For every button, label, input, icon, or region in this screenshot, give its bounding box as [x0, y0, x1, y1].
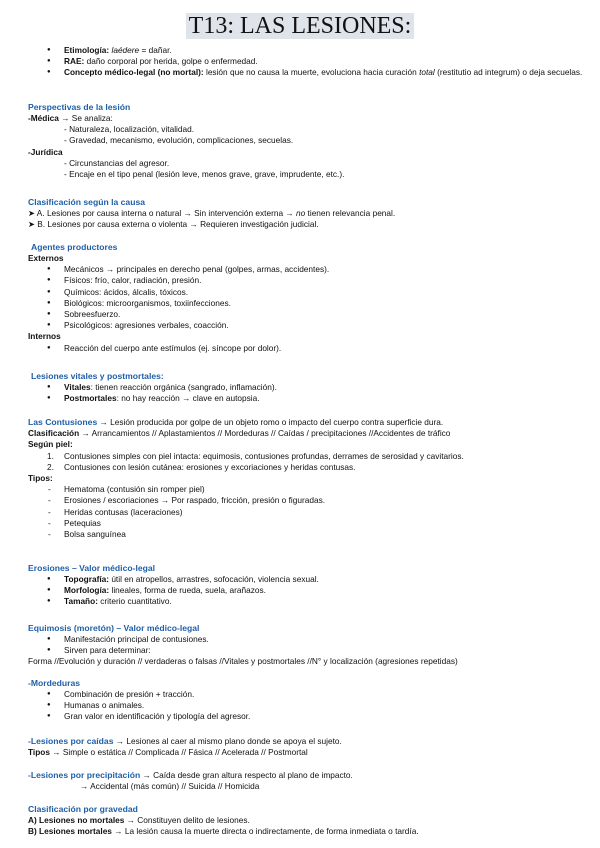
precipitacion-section — [28, 769, 588, 792]
intro-list — [28, 45, 588, 79]
caidas-heading-line: -Lesiones por caídas → Lesiones al caer al mismo plano donde se apoya el sujeto. — [28, 736, 342, 746]
numbered-item: 2. Contusiones con lesión cutánea: erosiones y excoriaciones y heridas contusas. — [47, 461, 356, 472]
precipitacion-heading-line: -Lesiones por precipitación → Caída desde gran altura respecto al plano de impacto. — [28, 770, 353, 780]
equimosis-criteria: Forma //Evolución y duración // verdaderas o falsas //Vitales y postmortales //N° y localización (agresiones repetidas) — [28, 656, 458, 667]
gravedad-a: A) Lesiones no mortales → Constituyen delito de lesiones. — [28, 815, 250, 825]
list-item: ● Combinación de presión + tracción. — [28, 689, 588, 700]
contusiones-section — [28, 416, 588, 540]
internos-label: Internos — [28, 331, 61, 342]
clasificacion-causa-section — [28, 196, 588, 230]
vitales-section — [28, 370, 588, 404]
list-item: ● Postmortales: no hay reacción → clave en autopsia. — [28, 393, 588, 404]
section-heading: Erosiones – Valor médico-legal — [28, 563, 156, 573]
list-item: ● Reacción del cuerpo ante estímulos (ej. síncope por dolor). — [28, 343, 588, 354]
agentes-section — [28, 241, 588, 354]
list-item: - Circunstancias del agresor. — [64, 157, 170, 168]
list-item: ● Topografía: útil en atropellos, arrastres, sofocación, violencia sexual. — [28, 574, 588, 585]
list-item: - Petequias — [28, 518, 588, 529]
equimosis-section — [28, 622, 588, 668]
list-item: - Encaje en el tipo penal (lesión leve, menos grave, grave, imprudente, etc.). — [64, 169, 345, 180]
gravedad-b: B) Lesiones mortales → La lesión causa la muerte directa o indirectamente, de forma inmediata o tardía. — [28, 826, 419, 837]
clasificacion-line: Clasificación → Arrancamientos // Aplastamientos // Mordeduras // Caídas / precipitaciones //Accidentes de tráfico — [28, 428, 451, 439]
section-heading: Lesiones vitales y postmortales: — [31, 371, 164, 381]
section-heading: Equimosis (moretón) – Valor médico-legal — [28, 623, 200, 633]
medica-line: -Médica → Se analiza: — [28, 113, 113, 123]
section-heading: Agentes productores — [31, 242, 118, 252]
section-heading: -Mordeduras — [28, 678, 81, 688]
numbered-item: 1. Contusiones simples con piel intacta: equimosis, contusiones profundas, derrames de serosidad y cavitarios. — [47, 450, 464, 461]
list-item: - Hematoma (contusión sin romper piel) — [28, 484, 588, 495]
intro-item: ● RAE: daño corporal por herida, golpe o enfermedad. — [28, 56, 588, 67]
list-item: ● Físicos: frío, calor, radiación, presión. — [28, 275, 588, 286]
list-item: - Naturaleza, localización, vitalidad. — [64, 124, 195, 135]
caidas-section — [28, 735, 588, 758]
list-item: - Heridas contusas (laceraciones) — [28, 507, 588, 518]
list-item: ● Psicológicos: agresiones verbales, coacción. — [28, 320, 588, 331]
list-item: - Bolsa sanguínea — [28, 529, 588, 540]
list-item: ● Manifestación principal de contusiones. — [28, 634, 588, 645]
list-item: ● Tamaño: criterio cuantitativo. — [28, 596, 588, 607]
list-item: ● Sirven para determinar: — [28, 645, 588, 656]
list-item: ● Biológicos: microorganismos, toxiinfecciones. — [28, 298, 588, 309]
list-item: - Gravedad, mecanismo, evolución, complicaciones, secuelas. — [64, 135, 294, 146]
section-heading: Clasificación por gravedad — [28, 804, 138, 814]
list-item: ● Químicos: ácidos, álcalis, tóxicos. — [28, 287, 588, 298]
precipitacion-types: → Accidental (más común) // Suicida // Homicida — [80, 781, 260, 792]
causa-a: ➤ A. Lesiones por causa interna o natural → Sin intervención externa → no tienen relevancia penal. — [28, 208, 396, 218]
gravedad-section — [28, 803, 588, 837]
tipos-label: Tipos: — [28, 473, 53, 484]
list-item: - Erosiones / escoriaciones → Por raspado, fricción, presión o figuradas. — [28, 495, 588, 506]
list-item: ● Gran valor en identificación y tipología del agresor. — [28, 711, 588, 722]
list-item: ● Mecánicos → principales en derecho penal (golpes, armas, accidentes). — [28, 264, 588, 275]
list-item: ● Humanas o animales. — [28, 700, 588, 711]
causa-b: ➤ B. Lesiones por causa externa o violenta → Requieren investigación judicial. — [28, 219, 319, 230]
page-title — [0, 12, 600, 40]
perspectivas-section — [28, 101, 588, 180]
section-heading: Perspectivas de la lesión — [28, 102, 131, 112]
list-item: ● Morfología: lineales, forma de rueda, suela, arañazos. — [28, 585, 588, 596]
externos-label: Externos — [28, 253, 64, 263]
list-item: ● Vitales: tienen reacción orgánica (sangrado, inflamación). — [28, 382, 588, 393]
page-title-text: T13: LAS LESIONES: — [186, 13, 415, 39]
contusiones-heading-line: Las Contusiones → Lesión producida por golpe de un objeto romo o impacto del cuerpo contra superficie dura. — [28, 417, 444, 427]
list-item: ● Sobreesfuerzo. — [28, 309, 588, 320]
piel-label: Según piel: — [28, 439, 73, 450]
caidas-tipos-line: Tipos → Simple o estática // Complicada // Fásica // Acelerada // Postmortal — [28, 747, 308, 758]
intro-item: ● Etimología: laédere = dañar. — [28, 45, 588, 56]
erosiones-section — [28, 562, 588, 608]
mordeduras-section — [28, 677, 588, 723]
section-heading: Clasificación según la causa — [28, 197, 146, 207]
intro-item: ● Concepto médico-legal (no mortal): lesión que no causa la muerte, evoluciona hacia curación total (restitutio ad integrum) o deja secuelas. — [28, 67, 588, 78]
juridica-label: -Jurídica — [28, 146, 63, 157]
